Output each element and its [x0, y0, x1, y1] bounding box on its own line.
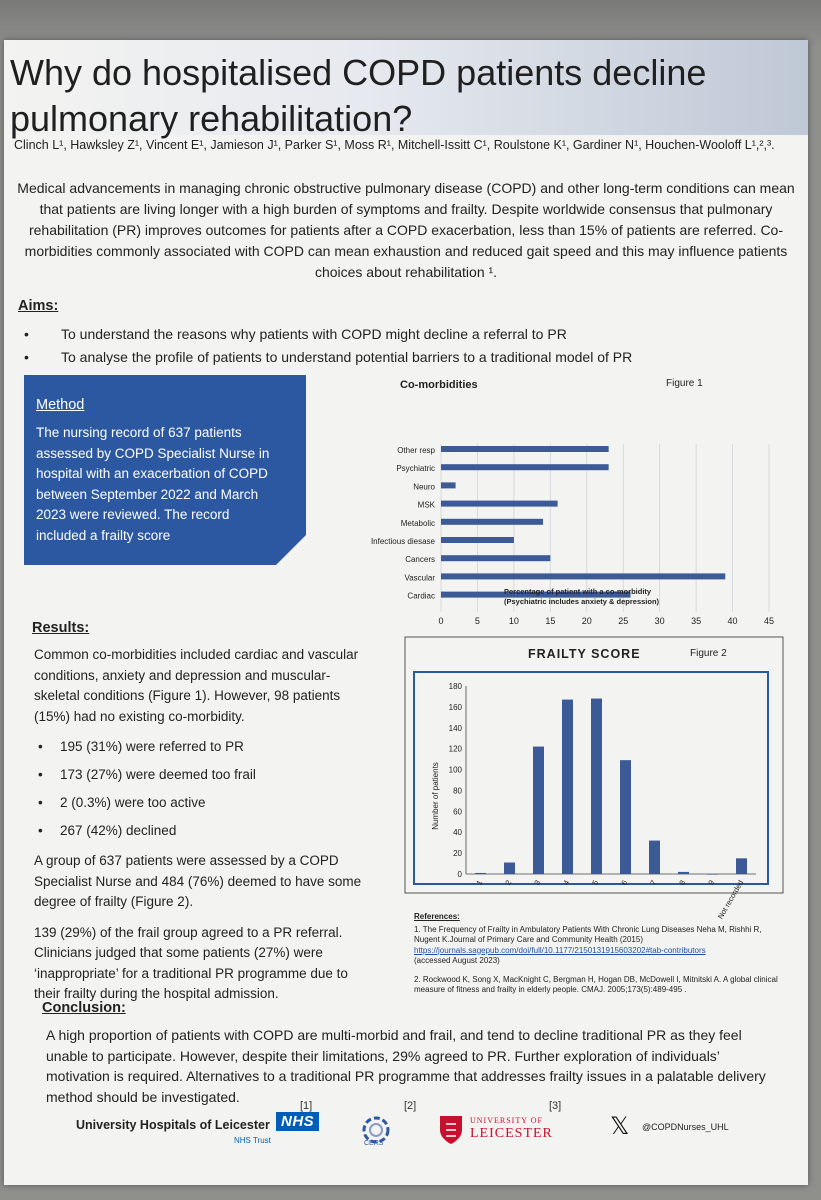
y-tick-label: 80	[453, 786, 462, 796]
list-item-text: 267 (42%) declined	[60, 823, 177, 838]
category-label: Not recorded	[715, 878, 746, 921]
y-tick-label: 180	[448, 682, 462, 691]
list-item-text: 195 (31%) were referred to PR	[60, 739, 244, 754]
bar	[441, 519, 543, 525]
introduction: Medical advancements in managing chronic obstructive pulmonary disease (COPD) and other long-term conditions can mean that patients are living longer with a high burden of symptoms and frailty. Despite worldwide consensus that pulmonary rehabilitation (PR) improves outcomes for patients after a COPD exacerbation, less than 15% of patients are referred. Co-morbidities commonly associated with COPD can mean exhaustion and reduced gait speed and this may influence patients choices about rehabilitation ¹.	[17, 180, 795, 280]
bar	[562, 700, 573, 874]
aims-list	[24, 325, 794, 371]
list-item	[34, 821, 364, 841]
category-label: 4	[561, 878, 572, 887]
x-tick-label: 35	[691, 615, 702, 626]
category-label: 7	[648, 878, 659, 887]
category-label: Psychiatric	[396, 464, 435, 474]
results-paragraph: 139 (29%) of the frail group agreed to a PR referral. Clinicians judged that some patients (27%) were ‘inappropriate’ for a traditional PR programme due to their frailty during the hospital admission.	[34, 924, 348, 1001]
aim-text: To analyse the profile of patients to understand potential barriers to a traditional model of PR	[61, 349, 633, 365]
method-box	[24, 375, 306, 565]
aim-text: To understand the reasons why patients with COPD might decline a referral to PR	[61, 326, 567, 342]
logo-marker-3: [3]	[549, 1100, 562, 1112]
bar	[441, 482, 456, 488]
results-list	[34, 737, 364, 841]
bullet: •	[38, 823, 43, 838]
y-axis-label: Number of patients	[431, 762, 440, 830]
bar	[649, 841, 660, 874]
method-heading: Method	[36, 397, 85, 413]
conclusion-text: A high proportion of patients with COPD are multi-morbid and frail, and tend to decline traditional PR as they feel unable to participate. However, despite their limitations, 29% agreed to PR. Further exploration of individuals’ motivation is required. Alternatives to a traditional PR programme that addresses frailty issues in a palatable delivery method should be investigated.	[46, 1027, 766, 1105]
bar	[441, 573, 725, 579]
list-item	[34, 765, 364, 785]
list-item-text: 173 (27%) were deemed too frail	[60, 767, 256, 782]
references-heading: References:	[414, 912, 460, 921]
twitter-handle-block	[610, 1113, 790, 1144]
y-tick-label: 120	[448, 744, 462, 754]
uhl-logo	[76, 1112, 326, 1152]
chart-y-tick-labels	[449, 682, 463, 879]
x-tick-label: 15	[545, 615, 556, 626]
cers-logo	[356, 1114, 402, 1150]
reference-1: 1. The Frequency of Frailty in Ambulatory Patients With Chronic Lung Diseases Neha M, Rishhi R, Nugent K.Journal of Primary Care and Community Health (2015)	[414, 924, 762, 944]
chart-category-labels	[371, 446, 436, 601]
results-paragraph: A group of 637 patients were assessed by a COPD Specialist Nurse and 484 (76%) deemed to have some degree of frailty (Figure 2).	[34, 853, 362, 909]
x-tick-label: 45	[763, 615, 775, 626]
bullet: •	[38, 767, 43, 782]
x-axis-label: Percentage of patient with a co-morbidity	[504, 587, 652, 596]
chart-tick-labels	[438, 616, 774, 626]
category-label: Metabolic	[400, 518, 435, 528]
chart-bars	[441, 446, 725, 598]
bullet: •	[38, 739, 43, 754]
bullet: •	[38, 795, 43, 810]
y-tick-label: 40	[453, 828, 462, 838]
nhs-trust-label: NHS Trust	[234, 1136, 271, 1145]
aim-item	[24, 325, 794, 344]
x-tick-label: 0	[438, 615, 444, 626]
bar	[504, 863, 515, 874]
y-tick-label: 60	[453, 807, 462, 817]
category-label: Other resp	[397, 446, 435, 455]
list-item	[34, 793, 364, 813]
logo-marker-2: [2]	[404, 1100, 417, 1112]
uhl-name: University Hospitals of Leicester	[76, 1118, 270, 1132]
wall-background	[0, 0, 821, 45]
twitter-handle[interactable]: @COPDNurses_UHL	[642, 1122, 729, 1132]
aims-heading: Aims:	[18, 298, 59, 314]
aim-item	[24, 348, 794, 367]
x-axis-note: (Psychiatric includes anxiety & depression)	[504, 597, 660, 606]
figure-label: Figure 2	[690, 648, 727, 659]
reference-1-link[interactable]: https://journals.sagepub.com/doi/full/10.1177/2150131915603202#tab-contributors	[414, 945, 706, 955]
chart-axes	[466, 686, 756, 874]
y-tick-label: 0	[457, 870, 462, 879]
category-label: 2	[503, 878, 514, 887]
uol-top-text: UNIVERSITY OF	[470, 1116, 543, 1125]
university-of-leicester-logo	[438, 1114, 578, 1150]
x-tick-label: 20	[581, 615, 592, 626]
bar	[533, 747, 544, 874]
bar	[441, 537, 514, 543]
category-label: Infectious diesase	[370, 537, 435, 546]
list-item	[34, 737, 364, 757]
bar	[441, 555, 550, 561]
category-label: 9	[706, 878, 717, 887]
x-tick-label: 5	[474, 615, 480, 626]
uol-bottom-text: LEICESTER	[470, 1126, 553, 1141]
y-tick-label: 100	[448, 765, 462, 775]
cers-label: CERS	[364, 1140, 384, 1147]
x-logo-icon: 𝕏	[610, 1113, 630, 1140]
category-label: Neuro	[413, 482, 435, 492]
bar	[620, 760, 631, 874]
conclusion-heading: Conclusion:	[42, 1000, 126, 1016]
bullet: •	[24, 326, 29, 342]
y-tick-label: 160	[448, 702, 462, 712]
results-heading: Results:	[32, 620, 90, 636]
x-tick-label: 10	[508, 615, 519, 626]
category-label: 1	[474, 878, 485, 887]
bar	[441, 501, 558, 507]
nhs-logo: NHS	[276, 1112, 319, 1131]
x-tick-label: 30	[654, 615, 665, 626]
category-label: Cancers	[405, 555, 435, 565]
method-text: The nursing record of 637 patients assessed by COPD Specialist Nurse in hospital with an exacerbation of COPD between September 2022 and March 2023 were reviewed. The record included a frailty score	[36, 425, 270, 543]
y-tick-label: 140	[448, 723, 462, 733]
poster-title: Why do hospitalised COPD patients decline pulmonary rehabilitation?	[10, 52, 707, 139]
references	[414, 912, 784, 1004]
logo-marker-1: [1]	[300, 1100, 313, 1112]
method-box-fold	[276, 535, 306, 565]
reference-1-accessed: (accessed August 2023)	[414, 956, 500, 965]
bullet: •	[24, 349, 29, 365]
bar	[736, 858, 747, 874]
shield-icon	[438, 1114, 464, 1146]
comorbidities-chart	[344, 372, 784, 626]
chart-bars	[475, 699, 747, 875]
chart-title: Co-morbidities	[400, 379, 478, 391]
bar	[441, 446, 609, 452]
results-body	[34, 645, 364, 1015]
bar	[707, 874, 718, 875]
results-paragraph: Common co-morbidities included cardiac and vascular conditions, anxiety and depression and muscular-skeletal conditions (Figure 1). However, 98 patients (15%) had no existing co-morbidity.	[34, 647, 359, 724]
category-label: MSK	[417, 500, 435, 510]
figure-label: Figure 1	[666, 378, 703, 389]
reference-2: 2. Rockwood K, Song X, MacKnight C, Bergman H, Hogan DB, McDowell I, Mitnitski A. A global clinical measure of fitness and frailty in elderly people. CMAJ. 2005;173(5):489-495 .	[414, 974, 778, 994]
chart-title: FRAILTY SCORE	[528, 647, 641, 661]
poster	[4, 40, 808, 1185]
x-tick-label: 40	[727, 615, 738, 626]
category-label: 6	[619, 878, 630, 887]
category-label: 3	[532, 878, 543, 887]
category-label: 5	[590, 878, 601, 887]
category-label: Cardiac	[407, 591, 435, 601]
bar	[441, 464, 609, 470]
logo-strip	[4, 1100, 808, 1180]
bar	[475, 873, 486, 874]
category-label: 8	[677, 878, 688, 887]
bar	[591, 699, 602, 874]
author-list: Clinch L¹, Hawksley Z¹, Vincent E¹, Jamieson J¹, Parker S¹, Moss R¹, Mitchell-Issitt C¹, Roulstone K¹, Gardiner N¹, Houchen-Wooloff L¹,²,³.	[14, 138, 775, 152]
y-tick-label: 20	[453, 849, 462, 859]
list-item-text: 2 (0.3%) were too active	[60, 795, 206, 810]
category-label: Vascular	[404, 573, 435, 583]
x-tick-label: 25	[618, 615, 629, 626]
bar	[678, 872, 689, 874]
